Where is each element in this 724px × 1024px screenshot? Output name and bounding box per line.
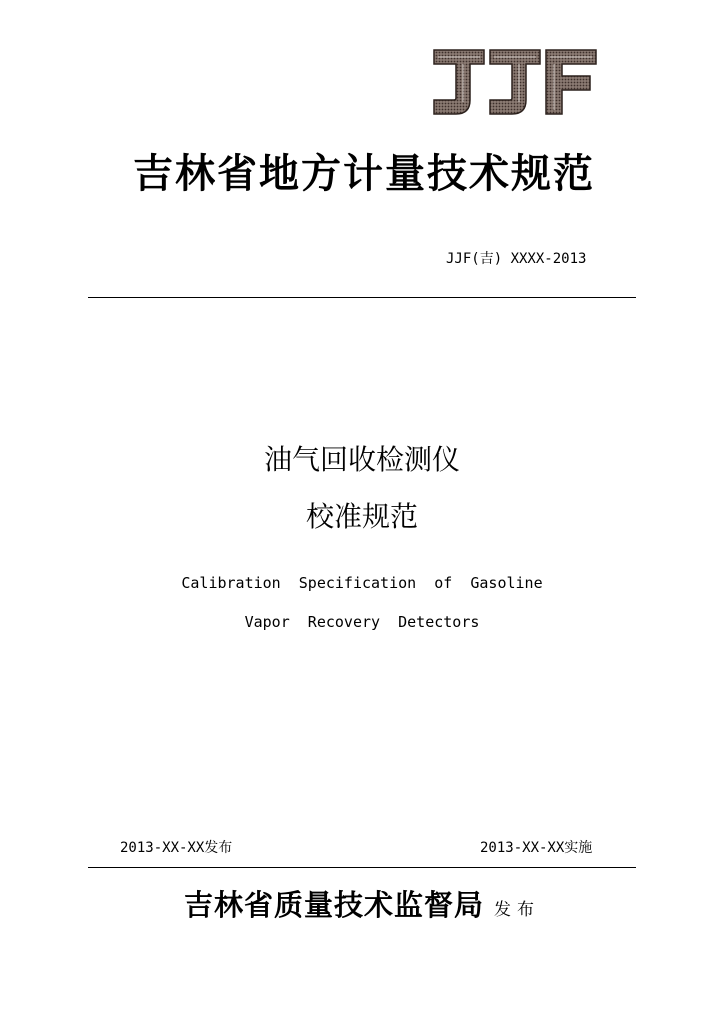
- top-divider: [88, 297, 636, 298]
- publish-date: 2013-XX-XX发布: [120, 840, 233, 856]
- publisher-name: 吉林省质量技术监督局: [183, 888, 484, 922]
- regulation-series-title: 吉林省地方计量技术规范: [133, 150, 595, 197]
- document-title-en-line2: Vapor Recovery Detectors: [244, 613, 480, 631]
- standard-number: JJF(吉) XXXX-2013: [446, 251, 587, 267]
- document-title-en-line1: Calibration Specification of Gasoline: [181, 574, 543, 592]
- implement-date: 2013-XX-XX实施: [480, 840, 593, 856]
- bottom-divider: [88, 867, 636, 868]
- publisher-line: [0, 886, 724, 929]
- publisher-suffix: 发布: [494, 900, 540, 920]
- jjf-logo-graphic: [432, 48, 598, 116]
- logo-text: JJF: [432, 48, 434, 49]
- jjf-logo: [432, 48, 598, 116]
- document-title-cn-line2: 校准规范: [305, 500, 418, 533]
- document-title-cn-line1: 油气回收检测仪: [263, 443, 460, 476]
